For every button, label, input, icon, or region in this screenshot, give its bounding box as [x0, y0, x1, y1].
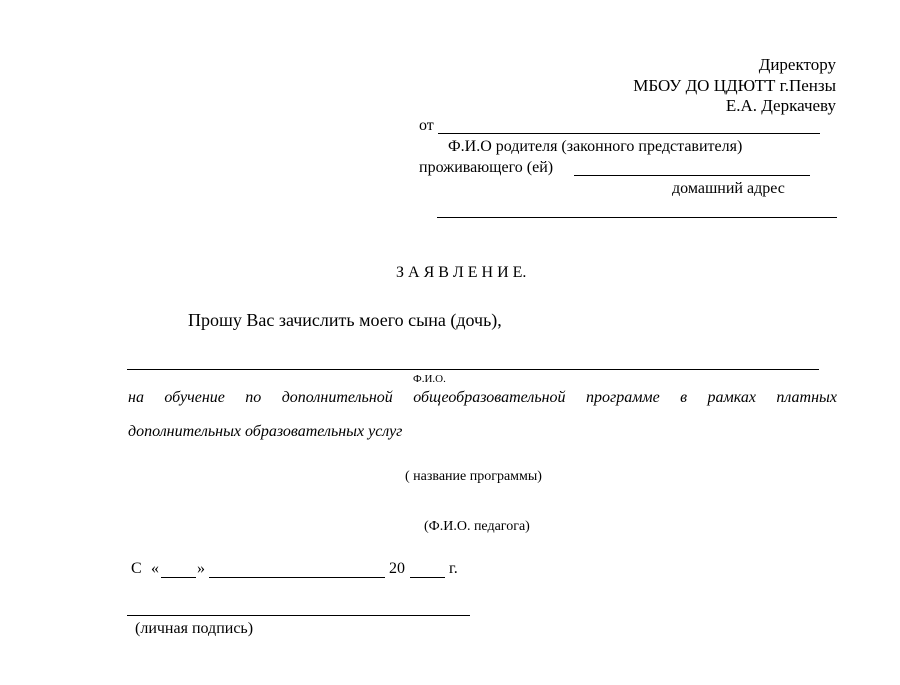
- addressee-line-3: Е.А. Деркачеву: [725, 96, 836, 115]
- addressee-line-2: МБОУ ДО ЦДЮТТ г.Пензы: [633, 76, 836, 95]
- address-caption: домашний адрес: [672, 180, 785, 197]
- document-title: З А Я В Л Е Н И Е.: [396, 264, 527, 281]
- date-close-quote: »: [197, 560, 205, 577]
- parent-caption: Ф.И.О родителя (законного представителя): [448, 138, 743, 155]
- address-line-2[interactable]: [437, 217, 837, 218]
- child-name-line[interactable]: [127, 369, 819, 370]
- program-line-2: дополнительных образовательных услуг: [128, 423, 403, 440]
- date-day-field[interactable]: [161, 577, 196, 578]
- program-word: программе: [585, 389, 660, 406]
- request-text: Прошу Вас зачислить моего сына (дочь),: [188, 310, 502, 330]
- program-word: платных: [776, 389, 837, 406]
- program-word: рамках: [707, 389, 756, 406]
- address-line-1[interactable]: [574, 175, 810, 176]
- date-month-field[interactable]: [209, 577, 385, 578]
- program-word: по: [245, 389, 262, 406]
- signature-caption: (личная подпись): [135, 620, 254, 637]
- program-line-1: [128, 390, 837, 406]
- date-year-field[interactable]: [410, 577, 445, 578]
- addressee-line-1: Директору: [758, 55, 836, 74]
- residing-label: проживающего (ей): [419, 159, 554, 176]
- program-word: общеобразовательной: [413, 389, 566, 406]
- date-prefix: С: [131, 560, 142, 577]
- date-year-prefix: 20: [389, 560, 405, 577]
- parent-name-line[interactable]: [438, 133, 820, 134]
- date-year-suffix: г.: [449, 560, 458, 577]
- program-word: в: [680, 389, 688, 406]
- child-caption: Ф.И.О.: [413, 373, 446, 385]
- teacher-caption: (Ф.И.О. педагога): [424, 519, 530, 534]
- program-caption: ( название программы): [405, 469, 542, 484]
- program-word: дополнительной: [281, 389, 393, 406]
- date-open-quote: «: [151, 560, 159, 577]
- program-word: обучение: [164, 389, 225, 406]
- program-word: на: [128, 389, 144, 406]
- from-prefix: от: [419, 117, 434, 134]
- signature-line[interactable]: [127, 615, 470, 616]
